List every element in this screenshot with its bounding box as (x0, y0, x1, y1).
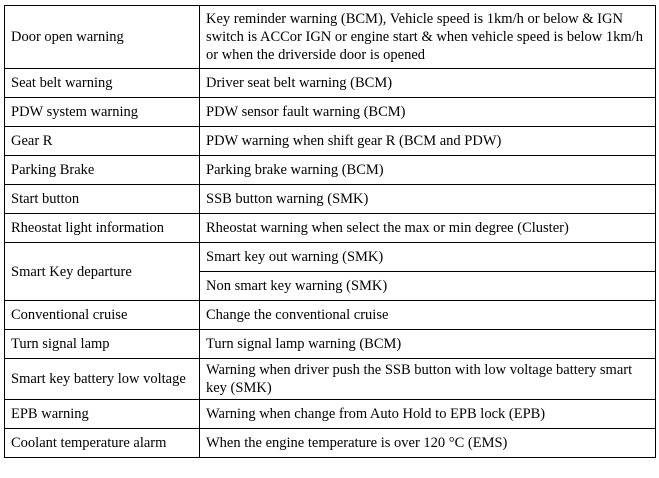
feature-cell: Smart key battery low voltage (5, 359, 200, 400)
feature-cell: EPB warning (5, 400, 200, 429)
description-cell: When the engine temperature is over 120 °C (EMS) (200, 429, 656, 458)
feature-cell: Seat belt warning (5, 69, 200, 98)
description-cell: Warning when driver push the SSB button with low voltage battery smart key (SMK) (200, 359, 656, 400)
feature-cell: Turn signal lamp (5, 330, 200, 359)
table-row (5, 243, 656, 272)
feature-cell: Coolant temperature alarm (5, 429, 200, 458)
feature-cell: Smart Key departure (5, 243, 200, 301)
description-cell: SSB button warning (SMK) (200, 185, 656, 214)
description-cell: Turn signal lamp warning (BCM) (200, 330, 656, 359)
table-row (5, 301, 656, 330)
description-cell: Non smart key warning (SMK) (200, 272, 656, 301)
table-row (5, 69, 656, 98)
warning-table (4, 5, 656, 458)
feature-cell: Start button (5, 185, 200, 214)
table-row (5, 127, 656, 156)
description-cell: Parking brake warning (BCM) (200, 156, 656, 185)
table-row (5, 185, 656, 214)
description-cell: Smart key out warning (SMK) (200, 243, 656, 272)
feature-cell: Parking Brake (5, 156, 200, 185)
table-row (5, 429, 656, 458)
table-row (5, 359, 656, 400)
table-row (5, 6, 656, 69)
feature-cell: Gear R (5, 127, 200, 156)
description-cell: Driver seat belt warning (BCM) (200, 69, 656, 98)
description-cell: Key reminder warning (BCM), Vehicle speed is 1km/h or below & IGN switch is ACCor IGN or engine start & when vehicle speed is below 1km/h or when the driverside door is opened (200, 6, 656, 69)
description-cell: Warning when change from Auto Hold to EPB lock (EPB) (200, 400, 656, 429)
table-row (5, 330, 656, 359)
description-cell: Change the conventional cruise (200, 301, 656, 330)
description-cell: PDW warning when shift gear R (BCM and PDW) (200, 127, 656, 156)
feature-cell: Conventional cruise (5, 301, 200, 330)
description-cell: Rheostat warning when select the max or min degree (Cluster) (200, 214, 656, 243)
table-row (5, 156, 656, 185)
feature-cell: Door open warning (5, 6, 200, 69)
feature-cell: PDW system warning (5, 98, 200, 127)
description-cell: PDW sensor fault warning (BCM) (200, 98, 656, 127)
table-row (5, 400, 656, 429)
table-row (5, 214, 656, 243)
feature-cell: Rheostat light information (5, 214, 200, 243)
table-row (5, 98, 656, 127)
